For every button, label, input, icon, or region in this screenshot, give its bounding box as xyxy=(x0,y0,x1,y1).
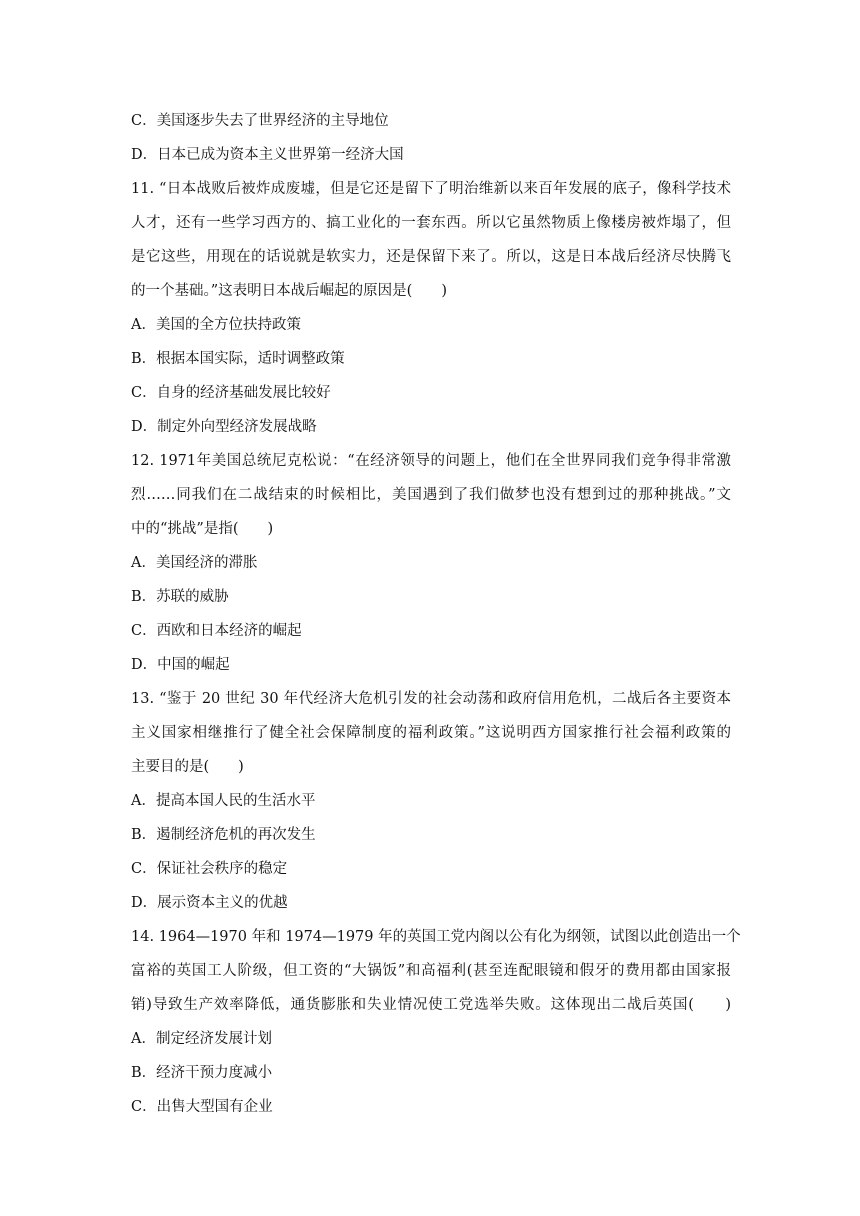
text-line: C．西欧和日本经济的崛起 xyxy=(131,623,302,639)
text-line: D．中国的崛起 xyxy=(131,657,230,673)
text-line: 14. 1964—1970 年和 1974—1979 年的英国工党内阁以公有化为纲领，试图以此创造出一个 xyxy=(131,929,741,945)
text-line: 中的“挑战”是指( ) xyxy=(131,521,274,537)
text-line: 富裕的英国工人阶级，但工资的“大锅饭”和高福利(甚至连配眼镜和假牙的费用都由国家报 xyxy=(131,963,731,979)
text-line: B．经济干预力度减小 xyxy=(131,1065,273,1081)
text-line: B．根据本国实际，适时调整政策 xyxy=(131,351,345,367)
text-line: B．苏联的威胁 xyxy=(131,589,229,605)
text-line: 烈……同我们在二战结束的时候相比，美国遇到了我们做梦也没有想到过的那种挑战。”文 xyxy=(131,487,731,503)
text-line: 销)导致生产效率降低，通货膨胀和失业情况使工党选举失败。这体现出二战后英国( ) xyxy=(131,997,731,1013)
text-line: 的一个基础。”这表明日本战后崛起的原因是( ) xyxy=(131,283,447,299)
text-line: C．自身的经济基础发展比较好 xyxy=(131,385,331,401)
text-line: A．提高本国人民的生活水平 xyxy=(131,793,316,809)
text-line: A．制定经济发展计划 xyxy=(131,1031,272,1047)
text-line: D．展示资本主义的优越 xyxy=(131,895,288,911)
text-line: 12. 1971年美国总统尼克松说：“在经济领导的问题上，他们在全世界同我们竞争得非常激 xyxy=(131,453,731,469)
text-line: A．美国经济的滞胀 xyxy=(131,555,258,571)
text-line: C．保证社会秩序的稳定 xyxy=(131,861,288,877)
text-line: C．出售大型国有企业 xyxy=(131,1099,273,1115)
text-line: A．美国的全方位扶持政策 xyxy=(131,317,301,333)
text-line: 13. “鉴于 20 世纪 30 年代经济大危机引发的社会动荡和政府信用危机，二战后各主要资本 xyxy=(131,691,731,707)
text-line: 是它这些，用现在的话说就是软实力，还是保留下来了。所以，这是日本战后经济尽快腾飞 xyxy=(131,249,731,265)
text-line: 11. “日本战败后被炸成废墟，但是它还是留下了明治维新以来百年发展的底子，像科学技术 xyxy=(131,181,731,197)
text-line: 人才，还有一些学习西方的、搞工业化的一套东西。所以它虽然物质上像楼房被炸塌了，但 xyxy=(131,215,731,231)
text-line: 主要目的是( ) xyxy=(131,759,244,775)
text-line: C．美国逐步失去了世界经济的主导地位 xyxy=(131,113,389,129)
text-line: D．日本已成为资本主义世界第一经济大国 xyxy=(131,147,404,163)
text-line: D．制定外向型经济发展战略 xyxy=(131,419,317,435)
text-line: B．遏制经济危机的再次发生 xyxy=(131,827,316,843)
text-line: 主义国家相继推行了健全社会保障制度的福利政策。”这说明西方国家推行社会福利政策的 xyxy=(131,725,731,741)
